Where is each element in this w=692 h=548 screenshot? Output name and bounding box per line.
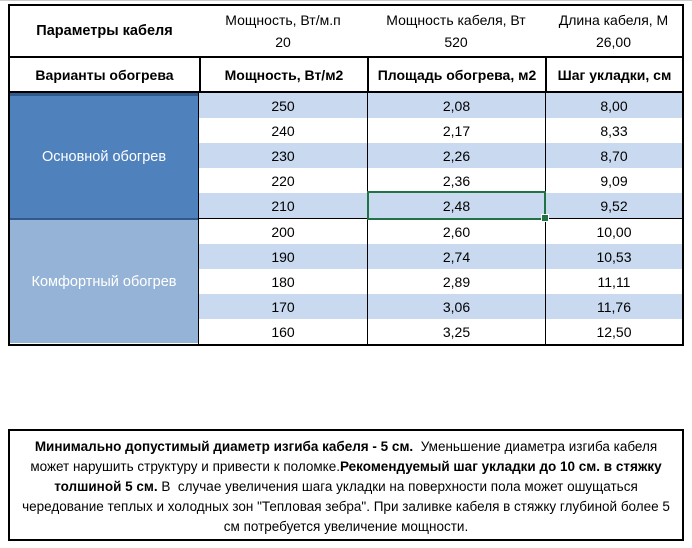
param-col-cable-power[interactable]: [367, 6, 545, 56]
cell-step[interactable]: 10,00: [545, 219, 682, 244]
cell-power[interactable]: 190: [271, 248, 295, 265]
table-row: [199, 143, 682, 168]
table-row: [199, 319, 682, 344]
table-body: [10, 93, 682, 344]
cell-step[interactable]: 10,53: [545, 244, 682, 269]
gridline-top: [0, 0, 692, 1]
cell-step[interactable]: 9,09: [545, 168, 682, 193]
param-label: Мощность кабеля, Вт: [386, 12, 526, 28]
selected-cell[interactable]: 2,48: [367, 193, 545, 218]
note-text-bold: Минимально допустимый диаметр изгиба кабеля - 5 см.: [34, 439, 414, 454]
param-label: Длина кабеля, М: [558, 12, 669, 28]
section-label-comfort-heating[interactable]: Комфортный обогрев: [10, 218, 198, 343]
table-row: [199, 168, 682, 193]
cell-step[interactable]: 8,00: [545, 93, 682, 118]
cable-params-title[interactable]: Параметры кабеля: [36, 23, 173, 39]
cable-params-header-row: [10, 6, 682, 56]
cell-area[interactable]: 2,08: [367, 93, 545, 118]
cell-step[interactable]: 12,50: [545, 319, 682, 344]
column-header-area[interactable]: Площадь обогрева, м2: [367, 58, 545, 91]
cell-step[interactable]: 11,76: [545, 294, 682, 319]
cell-step[interactable]: 8,33: [545, 118, 682, 143]
cell-power[interactable]: 210: [271, 197, 295, 214]
param-label: Мощность, Вт/м.п: [225, 12, 341, 28]
cell-area[interactable]: 2,17: [367, 118, 545, 143]
cell-power[interactable]: 200: [271, 223, 295, 240]
cell-power[interactable]: 220: [271, 172, 295, 189]
param-col-cable-length[interactable]: [545, 6, 682, 56]
cell-power[interactable]: 250: [271, 97, 295, 114]
param-value[interactable]: 20: [275, 34, 291, 50]
cell-power[interactable]: 230: [271, 147, 295, 164]
data-rows: [199, 93, 682, 344]
table-row: [199, 269, 682, 294]
section-label-main-heating[interactable]: Основной обогрев: [10, 93, 198, 218]
table-row: [199, 244, 682, 269]
column-header-power[interactable]: Мощность, Вт/м2: [199, 58, 367, 91]
variants-column: [10, 93, 199, 344]
cell-area[interactable]: 2,36: [367, 168, 545, 193]
cell-area[interactable]: 2,74: [367, 244, 545, 269]
table-row: [199, 218, 682, 244]
param-value[interactable]: 520: [444, 34, 468, 50]
note-text: В случае увеличения шага укладки на поверхности пола может ошущаться чередование теплых и холодных зон "Тепловая зебра". При заливке кабеля в стяжку глубиной более 5 см потребуется увеличение мощности.: [22, 479, 674, 534]
column-header-step[interactable]: Шаг укладки, см: [545, 58, 682, 91]
column-header-row: [10, 56, 682, 93]
column-header-variants[interactable]: Варианты обогрева: [35, 66, 174, 83]
cell-power[interactable]: 170: [271, 298, 295, 315]
cell-area[interactable]: 3,06: [367, 294, 545, 319]
cell-power[interactable]: 160: [271, 323, 295, 340]
cell-area[interactable]: 2,26: [367, 143, 545, 168]
cable-params-table: [8, 4, 684, 346]
note-box: [8, 429, 684, 541]
cell-step[interactable]: 9,52: [545, 193, 682, 218]
cell-step[interactable]: 8,70: [545, 143, 682, 168]
table-row: [199, 118, 682, 143]
cell-area[interactable]: 2,89: [367, 269, 545, 294]
table-row: [199, 193, 682, 218]
table-row: [199, 294, 682, 319]
table-row: [199, 93, 682, 118]
cell-power[interactable]: 240: [271, 122, 295, 139]
cell-area[interactable]: 2,60: [367, 219, 545, 244]
param-col-power-per-meter[interactable]: [199, 6, 367, 56]
param-value[interactable]: 26,00: [595, 34, 632, 50]
note-text: Уменьшение диаметра изгиба кабеля может нарушить структуру и привести к поломке.: [30, 439, 661, 474]
cell-area[interactable]: 3,25: [367, 319, 545, 344]
note-text-bold: Рекомендуемый шаг укладки до 10 см. в стяжку толшиной 5 см.: [54, 459, 666, 494]
cell-power[interactable]: 180: [271, 273, 295, 290]
cell-step[interactable]: 11,11: [545, 269, 682, 294]
